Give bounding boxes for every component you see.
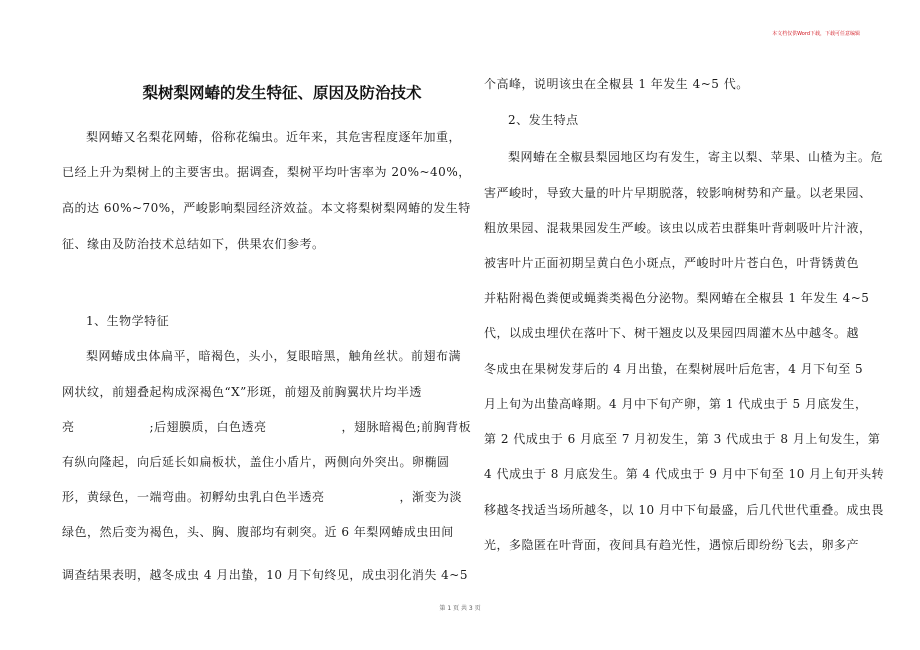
paragraph-line: 梨网蝽成虫体扁平，暗褐色，头小，复眼暗黑，触角丝状。前翅布满 xyxy=(86,349,462,363)
paragraph-line: 网状纹，前翅叠起构成深褐色“X”形斑，前翅及前胸翼状片均半透 xyxy=(62,385,422,399)
paragraph-line: 亮 ;后翅膜质，白色透亮 ，翅脉暗褐色;前胸背板 xyxy=(62,420,472,434)
paragraph-line: 形，黄绿色，一端弯曲。初孵幼虫乳白色半透亮 ，渐变为淡 xyxy=(62,490,463,504)
download-watermark: 本文档仅供Word下载，下载可任意编辑 xyxy=(772,31,860,37)
paragraph-line: 有纵向隆起，向后延长如扁板状，盖住小盾片，两侧向外突出。卵椭圆 xyxy=(62,455,450,469)
paragraph-line: 高的达 60%~70%，严峻影响梨园经济效益。本文将梨树梨网蝽的发生特 xyxy=(62,201,471,215)
section-heading: 2、发生特点 xyxy=(508,113,579,127)
page-title: 梨树梨网蝽的发生特征、原因及防治技术 xyxy=(142,83,422,102)
paragraph-line: 粗放果园、混栽果园发生严峻。该虫以成若虫群集叶背刺吸叶片汁液， xyxy=(484,221,872,235)
paragraph-line: 已经上升为梨树上的主要害虫。据调查，梨树平均叶害率为 20%~40%， xyxy=(62,165,471,179)
paragraph-line: 梨网蝽在全椒县梨园地区均有发生，寄主以梨、苹果、山楂为主。危 xyxy=(508,150,884,164)
paragraph-line: 征、缘由及防治技术总结如下，供果农们参考。 xyxy=(62,237,325,251)
page-number-footer: 第 1 页 共 3 页 xyxy=(439,605,481,612)
paragraph-line: 绿色，然后变为褐色，头、胸、腹部均有刺突。近 6 年梨网蝽成虫田间 xyxy=(62,525,454,539)
paragraph-line: 并粘附褐色粪便或蝇粪类褐色分泌物。梨网蝽在全椒县 1 年发生 4~5 xyxy=(484,291,870,305)
paragraph-line: 个高峰，说明该虫在全椒县 1 年发生 4~5 代。 xyxy=(484,77,749,91)
paragraph-line: 4 代成虫于 8 月底发生。第 4 代成虫于 9 月中下旬至 10 月上旬开头转 xyxy=(484,467,885,481)
paragraph-line: 冬成虫在果树发芽后的 4 月出蛰，在梨树展叶后危害，4 月下旬至 5 xyxy=(484,362,864,376)
paragraph-line: 调查结果表明，越冬成虫 4 月出蛰，10 月下旬终见，成虫羽化消失 4~5 xyxy=(62,568,468,582)
section-heading: 1、生物学特征 xyxy=(86,314,170,328)
paragraph-line: 梨网蝽又名梨花网蝽，俗称花编虫。近年来，其危害程度逐年加重， xyxy=(86,130,462,144)
paragraph-line: 第 2 代成虫于 6 月底至 7 月初发生，第 3 代成虫于 8 月上旬发生，第 xyxy=(484,432,881,446)
paragraph-line: 移越冬找适当场所越冬，以 10 月中下旬最盛，后几代世代重叠。成虫畏 xyxy=(484,503,884,517)
paragraph-line: 月上旬为出蛰高峰期。4 月中下旬产卵，第 1 代成虫于 5 月底发生， xyxy=(484,397,868,411)
paragraph-line: 害严峻时，导致大量的叶片早期脱落，较影响树势和产量。以老果园、 xyxy=(484,186,872,200)
paragraph-line: 光，多隐匿在叶背面，夜间具有趋光性，遇惊后即纷纷飞去，卵多产 xyxy=(484,538,860,552)
paragraph-line: 被害叶片正面初期呈黄白色小斑点，严峻时叶片苍白色，叶背锈黄色 xyxy=(484,256,860,270)
paragraph-line: 代，以成虫埋伏在落叶下、树干翘皮以及果园四周灌木丛中越冬。越 xyxy=(484,326,860,340)
